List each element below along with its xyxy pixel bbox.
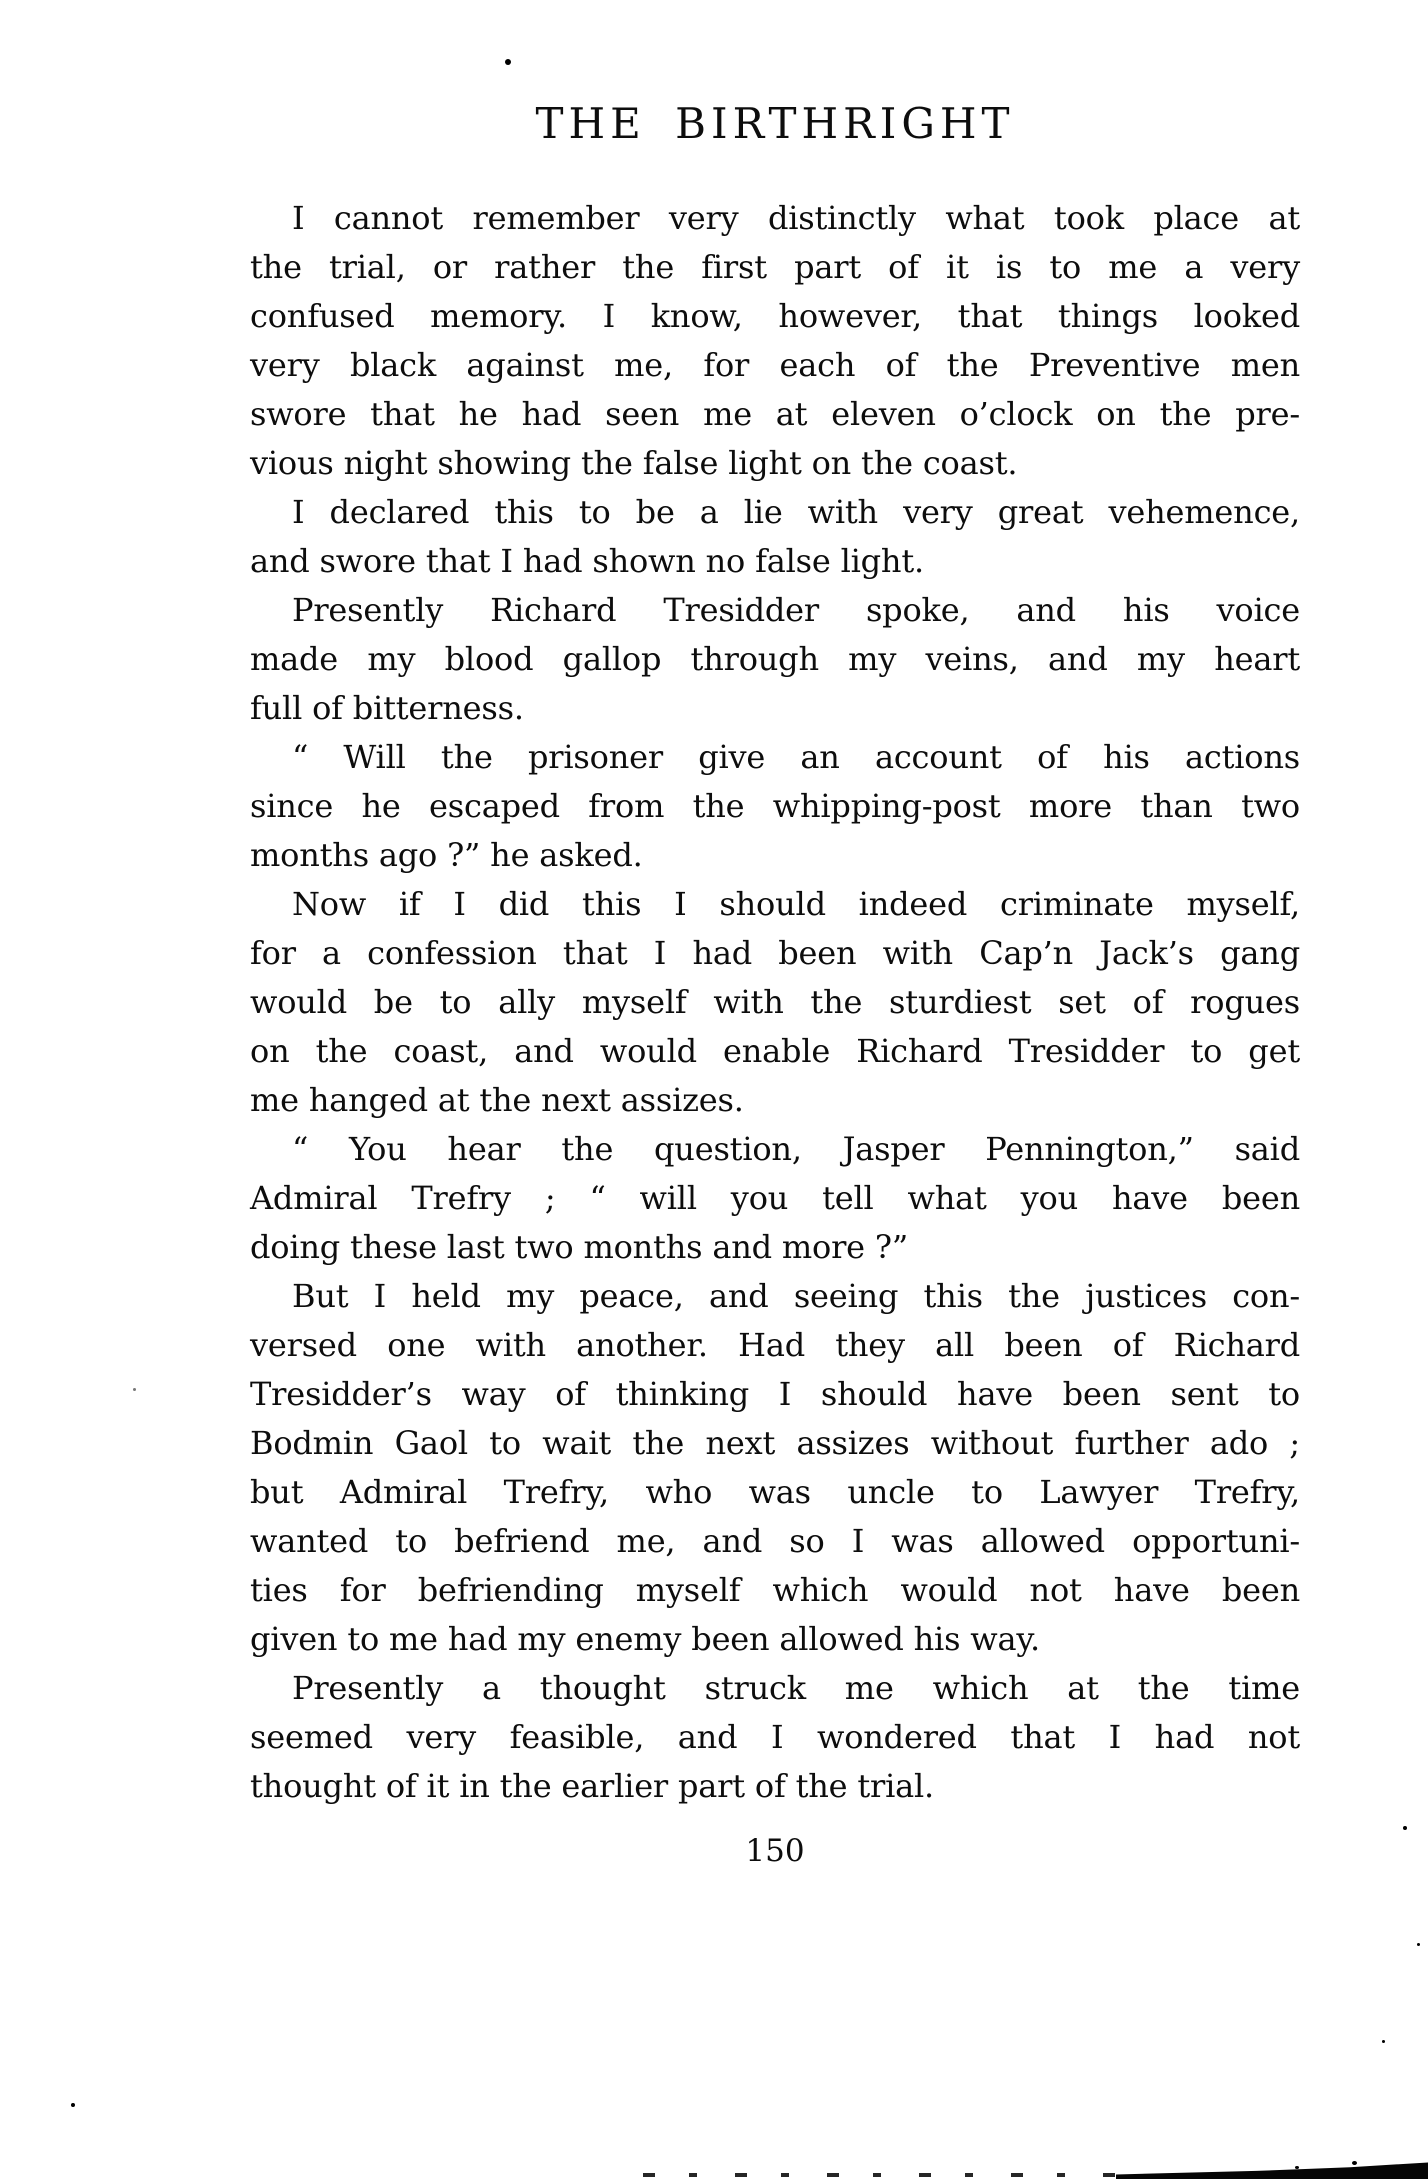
text-line: swore that he had seen me at eleven o’clock on the pre-: [250, 395, 1300, 433]
page-title: THE BIRTHRIGHT: [535, 99, 1015, 148]
text-line: I cannot remember very distinctly what took place at: [292, 199, 1300, 237]
text-line: “ Will the prisoner give an account of his actions: [292, 738, 1300, 776]
text-line: Now if I did this I should indeed criminate myself,: [292, 885, 1300, 923]
text-line: the trial, or rather the first part of it is to me a very: [250, 248, 1300, 286]
scan-speck: [505, 59, 511, 65]
text-line: months ago ?” he asked.: [250, 836, 643, 874]
scan-speck: [71, 2103, 75, 2107]
scan-speck: [1417, 1943, 1420, 1946]
text-line: seemed very feasible, and I wondered that I had not: [250, 1718, 1300, 1756]
text-line: would be to ally myself with the sturdiest set of rogues: [250, 983, 1300, 1021]
scan-edge-band: [1116, 2161, 1428, 2179]
scan-edge-dashes: [643, 2173, 1116, 2177]
text-line: but Admiral Trefry, who was uncle to Lawyer Trefry,: [250, 1473, 1300, 1511]
text-line: Bodmin Gaol to wait the next assizes without further ado ;: [250, 1424, 1300, 1462]
text-line: since he escaped from the whipping-post more than two: [250, 787, 1300, 825]
text-line: very black against me, for each of the Preventive men: [250, 346, 1300, 384]
text-line: versed one with another. Had they all been of Richard: [250, 1326, 1300, 1364]
text-line: for a confession that I had been with Cap’n Jack’s gang: [250, 934, 1300, 972]
page-number: 150: [745, 1833, 805, 1869]
text-line: thought of it in the earlier part of the trial.: [250, 1767, 935, 1805]
text-line: I declared this to be a lie with very great vehemence,: [292, 493, 1300, 531]
paragraph: [250, 488, 1300, 586]
text-line: and swore that I had shown no false light.: [250, 542, 924, 580]
paragraph: [250, 733, 1300, 880]
text-line: Presently Richard Tresidder spoke, and his voice: [292, 591, 1300, 629]
text-line: wanted to befriend me, and so I was allowed opportuni-: [250, 1522, 1300, 1560]
paragraph: [250, 880, 1300, 1125]
paragraph: [250, 194, 1300, 488]
text-line: on the coast, and would enable Richard Tresidder to get: [250, 1032, 1300, 1070]
scan-speck: [1403, 1826, 1407, 1830]
text-line: ties for befriending myself which would not have been: [250, 1571, 1300, 1609]
text-line: Admiral Trefry ; “ will you tell what you have been: [250, 1179, 1300, 1217]
text-line: confused memory. I know, however, that things looked: [250, 297, 1300, 335]
paragraph: [250, 1272, 1300, 1664]
text-line: “ You hear the question, Jasper Pennington,” said: [292, 1130, 1300, 1168]
text-line: vious night showing the false light on the coast.: [250, 444, 1018, 482]
paragraph: [250, 1125, 1300, 1272]
text-line: made my blood gallop through my veins, and my heart: [250, 640, 1300, 678]
text-line: full of bitterness.: [250, 689, 524, 727]
text-line: doing these last two months and more ?”: [250, 1228, 908, 1266]
text-line: me hanged at the next assizes.: [250, 1081, 744, 1119]
paragraph: [250, 586, 1300, 733]
text-line: Presently a thought struck me which at the time: [292, 1669, 1300, 1707]
text-line: Tresidder’s way of thinking I should have been sent to: [250, 1375, 1300, 1413]
paragraph: [250, 1664, 1300, 1811]
page-body: [250, 194, 1300, 1811]
text-line: But I held my peace, and seeing this the justices con-: [292, 1277, 1300, 1315]
scan-speck: [1382, 2040, 1385, 2043]
scan-speck: [1295, 2166, 1299, 2169]
text-line: given to me had my enemy been allowed his way.: [250, 1620, 1040, 1658]
scan-speck: [133, 1388, 136, 1391]
scan-speck: [1352, 2161, 1357, 2165]
